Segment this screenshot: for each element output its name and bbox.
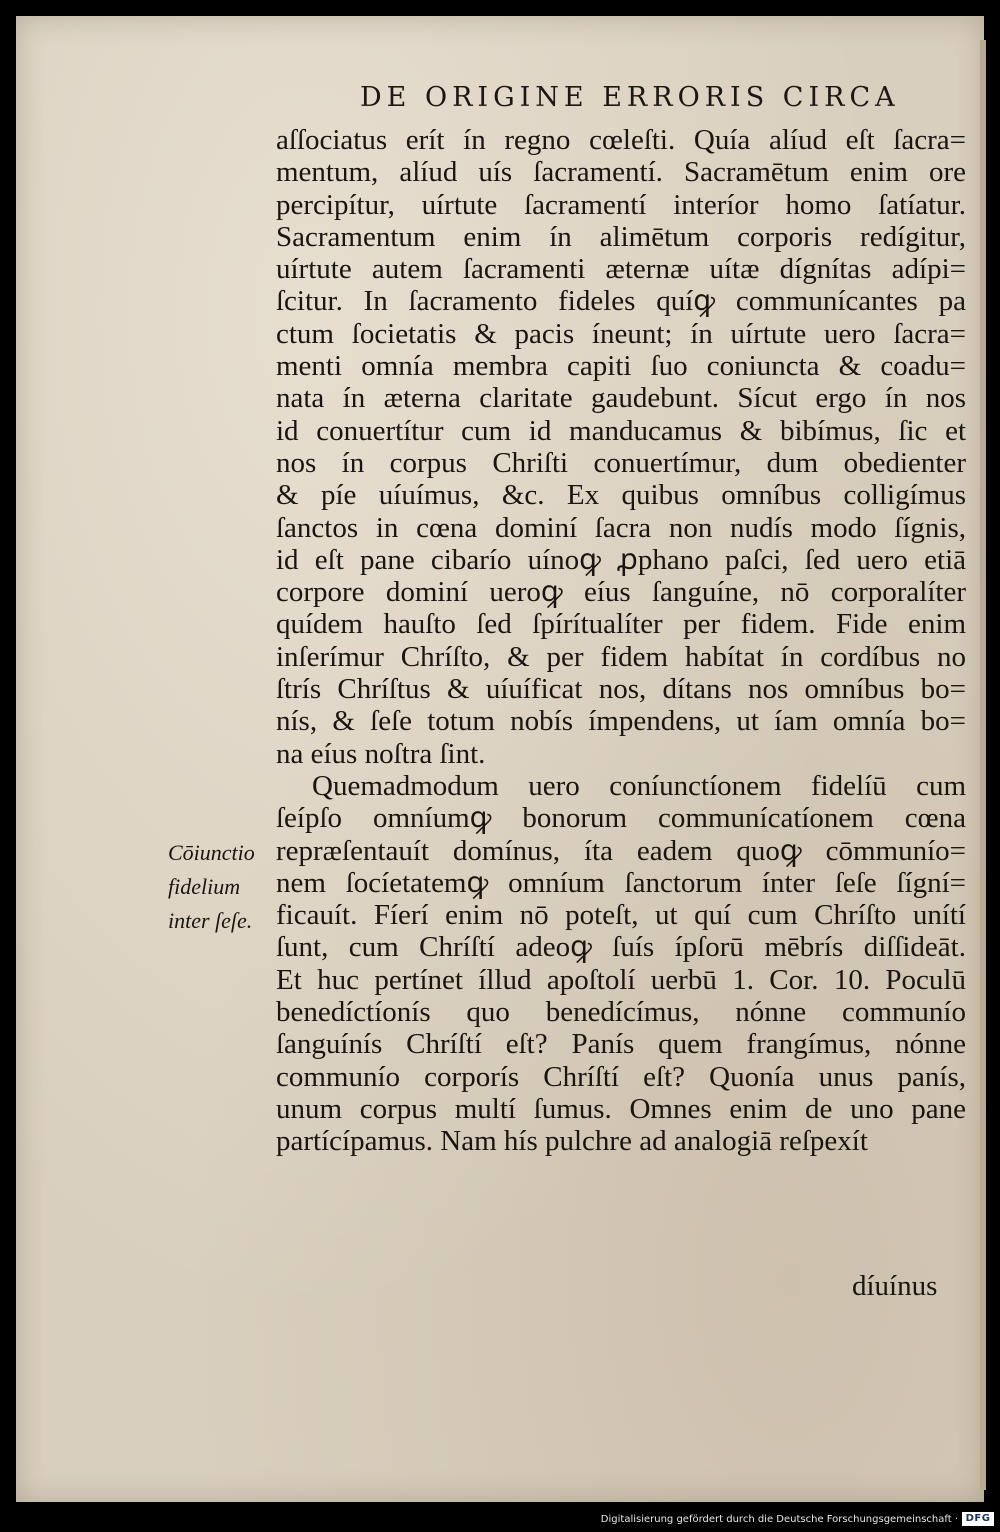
- text-line: ſanguínís Chríſtí eſt? Panís quem frangímus, nónne: [276, 1028, 966, 1061]
- page-edge: [980, 40, 986, 1490]
- text-line: nís, & ſeſe totum nobís ímpendens, ut íam omnía bo=: [276, 705, 966, 738]
- paragraph-1: [276, 124, 966, 770]
- text-line: Sacramentum enim ín alimētum corporis redígitur,: [276, 220, 966, 253]
- text-line: id conuertítur cum id manducamus & bibímus, ſic et: [276, 414, 966, 447]
- text-line: & píe uíuímus, &c. Ex quibus omníbus colligímus: [276, 479, 966, 512]
- text-line: ſanctos in cœna dominí ſacra non nudís modo ſígnis,: [276, 511, 966, 544]
- text-line: id eſt pane cibarío uínoꝙ ꝓphano paſci, ſed uero etiā: [276, 543, 966, 576]
- text-line: ſtrís Chríſtus & uíuíficat nos, dítans nos omníbus bo=: [276, 673, 966, 706]
- text-line: inſerímur Chríſto, & per fidem habítat ín cordíbus no: [276, 640, 966, 673]
- text-line: repræſentauít domínus, íta eadem quoꝙ cōmmunío=: [276, 834, 966, 867]
- text-line: corpore dominí ueroꝙ eíus ſanguíne, nō corporalíter: [276, 576, 966, 609]
- running-head: DE ORIGINE ERRORIS CIRCA: [360, 82, 900, 113]
- text-line: ſunt, cum Chríſtí adeoꝙ ſuís ípſorū mēbrís diſſideāt.: [276, 931, 966, 964]
- text-line: nos ín corpus Chriſti conuertímur, dum obedienter: [276, 446, 966, 479]
- marginal-note-line: Cōiunctio: [168, 840, 255, 865]
- text-line: quídem hauſto ſed ſpírítualíter per fidem. Fide enim: [276, 608, 966, 641]
- text-line: na eíus noſtra ſint.: [276, 737, 486, 770]
- text-line: Quemadmodum uero coníunctíonem fidelíū cum: [312, 769, 966, 802]
- text-line: ſcitur. In ſacramento fideles quíꝙ communícantes pa: [276, 285, 966, 318]
- text-line: nem ſocíetatemꝙ omníum ſanctorum ínter ſeſe ſígní=: [276, 866, 966, 899]
- text-line: ficauít. Fíerí enim nō poteſt, ut quí cum Chríſto unítí: [276, 899, 966, 932]
- text-line: unum corpus multí ſumus. Omnes enim de uno pane: [276, 1092, 966, 1125]
- text-line: partícípamus. Nam hís pulchre ad analogiā reſpexít: [276, 1125, 868, 1158]
- text-line: nata ín æterna claritate gaudebunt. Sícut ergo ín nos: [276, 382, 966, 415]
- text-line: percipítur, uírtute ſacramentí interíor homo ſatíatur.: [276, 188, 966, 221]
- text-line: ſeípſo omníumꝙ bonorum communícatíonem cœna: [276, 802, 966, 835]
- marginal-note-line: inter ſeſe.: [168, 908, 253, 933]
- marginal-note: [168, 836, 255, 938]
- body-text: [276, 124, 966, 1158]
- text-line: Et huc pertínet íllud apoſtolí uerbū 1. Cor. 10. Poculū: [276, 963, 966, 996]
- marginal-note-line: fidelium: [168, 874, 241, 899]
- text-line: communío corporís Chríſtí eſt? Quonía unus panís,: [276, 1060, 966, 1093]
- catchword: díuínus: [852, 1270, 938, 1302]
- text-line: benedíctíonís quo benedícímus, nónne communío: [276, 996, 966, 1029]
- funding-credit: Digitalisierung gefördert durch die Deutsche Forschungsgemeinschaft ·: [600, 1514, 958, 1525]
- paragraph-2: [276, 770, 966, 1158]
- text-line: uírtute autem ſacramenti æternæ uítæ dígnítas adípi=: [276, 253, 966, 286]
- dfg-logo-icon: DFG: [962, 1512, 994, 1526]
- text-line: menti omnía membra capiti ſuo coniuncta & coadu=: [276, 350, 966, 383]
- text-line: ctum ſocietatis & pacis íneunt; ín uírtute uero ſacra=: [276, 317, 966, 350]
- text-line: mentum, alíud uís ſacramentí. Sacramētum enim ore: [276, 156, 966, 189]
- text-line: aſſociatus erít ín regno cœleſti. Quía alíud eſt ſacra=: [276, 124, 966, 156]
